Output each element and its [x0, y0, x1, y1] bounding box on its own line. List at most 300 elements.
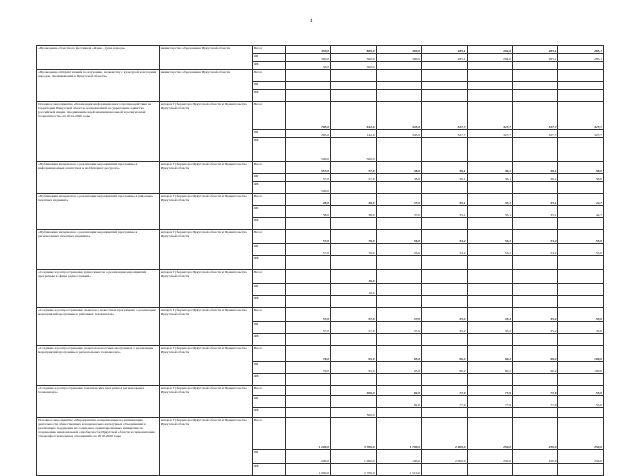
year-value-cell — [558, 408, 604, 418]
activity-description: «Создание и распространение сюжетов новостных программах о реализации мероприятий программы в региональных телеканалах» — [37, 346, 160, 386]
funding-source: ОБ — [252, 322, 285, 334]
year-value-cell: 35,2 — [467, 308, 512, 322]
activity-description: «Создание и распространение сюжетов о новостных программах о реализации мероприятий программы в районных телеканалах» — [37, 308, 160, 346]
year-value-cell — [558, 218, 604, 230]
year-value-cell: 35,1 — [422, 194, 467, 206]
funding-source: ОБ — [252, 284, 285, 296]
year-value-cell: 35,2 — [422, 322, 467, 334]
year-value-cell: 36,1 — [467, 162, 512, 174]
year-value-cell: 2 000,0 — [422, 418, 467, 450]
year-value-cell — [331, 218, 376, 230]
year-value-cell: 95,0 — [376, 362, 421, 374]
year-value-cell — [331, 334, 376, 346]
year-value-cell — [558, 70, 604, 82]
year-value-cell: 76,0 — [331, 244, 376, 256]
funding-source: ОБ — [252, 174, 285, 182]
responsible-executor: аппарат Губернатора Иркутской области и Правительства Иркутской области — [159, 102, 252, 162]
year-value-cell: 190,0 — [376, 450, 421, 464]
year-value-cell — [285, 284, 330, 296]
year-value-cell — [285, 82, 330, 90]
activity-description: Основное мероприятие «Реализация информационного противодействия на территории Иркутской области, направленной на укрепление единства российской нации, продвижение идей межнациональной и религиозной толерантности» на 2014-2020 годы — [37, 102, 160, 162]
funding-source: Всего — [252, 162, 285, 174]
year-value-cell: 38,0 — [376, 162, 421, 174]
year-value-cell: 82,0 — [376, 396, 421, 408]
funding-source: ФБ — [252, 374, 285, 386]
activity-description: «Проведение областного фестиваля «Язык - душа народа» — [37, 46, 160, 70]
year-value-cell — [512, 256, 557, 270]
year-value-cell: 55,0 — [558, 396, 604, 408]
year-value-cell: 77,9 — [512, 386, 557, 396]
table-row — [37, 70, 604, 82]
year-value-cell: 285,1 — [512, 54, 557, 62]
year-value-cell — [558, 90, 604, 102]
year-value-cell — [376, 334, 421, 346]
budget-table-body — [37, 46, 604, 476]
year-value-cell: 57,0 — [285, 230, 330, 244]
year-value-cell — [331, 90, 376, 102]
year-value-cell — [512, 334, 557, 346]
year-value-cell — [512, 408, 557, 418]
year-value-cell — [331, 396, 376, 408]
year-value-cell: 250,0 — [558, 450, 604, 464]
year-value-cell — [512, 296, 557, 308]
year-value-cell — [558, 138, 604, 162]
funding-source: Всего — [252, 418, 285, 450]
year-value-cell — [376, 70, 421, 82]
year-value-cell: 90,2 — [512, 362, 557, 374]
year-value-cell: 250,0 — [467, 418, 512, 450]
funding-source: Всего — [252, 308, 285, 322]
year-value-cell: 55,0 — [558, 244, 604, 256]
responsible-executor: аппарат Губернатора Иркутской области и Правительства Иркутской области — [159, 194, 252, 230]
year-value-cell: 90,2 — [422, 362, 467, 374]
year-value-cell — [376, 296, 421, 308]
year-value-cell: 77,9 — [467, 386, 512, 396]
year-value-cell — [558, 284, 604, 296]
year-value-cell — [467, 270, 512, 284]
year-value-cell: 1 000,0 — [331, 450, 376, 464]
year-value-cell — [467, 284, 512, 296]
year-value-cell — [467, 374, 512, 386]
year-value-cell: 350,0 — [285, 46, 330, 54]
table-row — [37, 230, 604, 244]
year-value-cell — [422, 90, 467, 102]
year-value-cell: 95,0 — [376, 346, 421, 362]
year-value-cell: 327,7 — [467, 102, 512, 130]
year-value-cell — [558, 374, 604, 386]
year-value-cell — [376, 270, 421, 284]
year-value-cell — [512, 138, 557, 162]
year-value-cell: 1 200,0 — [285, 418, 330, 450]
year-value-cell — [376, 284, 421, 296]
year-value-cell — [512, 62, 557, 70]
year-value-cell: 44,7 — [558, 194, 604, 206]
year-value-cell: 57,0 — [331, 308, 376, 322]
year-value-cell: 200,0 — [285, 450, 330, 464]
year-value-cell — [285, 218, 330, 230]
year-value-cell — [422, 62, 467, 70]
year-value-cell: 76,0 — [331, 230, 376, 244]
year-value-cell — [422, 334, 467, 346]
year-value-cell: 35,1 — [467, 194, 512, 206]
year-value-cell: 2 000,0 — [422, 450, 467, 464]
year-value-cell — [331, 182, 376, 194]
year-value-cell — [558, 182, 604, 194]
year-value-cell: 327,7 — [512, 130, 557, 138]
year-value-cell: 50,0 — [285, 62, 330, 70]
year-value-cell — [422, 138, 467, 162]
funding-source: ОБ — [252, 130, 285, 138]
year-value-cell: 77,9 — [467, 396, 512, 408]
year-value-cell: 500,0 — [285, 182, 330, 194]
year-value-cell: 57,0 — [285, 308, 330, 322]
year-value-cell — [376, 138, 421, 162]
funding-source: Всего — [252, 102, 285, 130]
year-value-cell: 2 700,0 — [331, 464, 376, 476]
year-value-cell — [331, 296, 376, 308]
year-value-cell — [512, 270, 557, 284]
year-value-cell: 53,2 — [422, 230, 467, 244]
year-value-cell: 860,0 — [331, 46, 376, 54]
year-value-cell — [422, 408, 467, 418]
year-value-cell: 250,0 — [467, 450, 512, 464]
year-value-cell: 36,1 — [467, 174, 512, 182]
year-value-cell — [422, 374, 467, 386]
year-value-cell — [467, 256, 512, 270]
year-value-cell — [285, 334, 330, 346]
year-value-cell: 19,0 — [331, 270, 376, 284]
year-value-cell — [467, 334, 512, 346]
year-value-cell: 35,0 — [558, 308, 604, 322]
year-value-cell: 37,0 — [376, 194, 421, 206]
year-value-cell — [422, 82, 467, 90]
year-value-cell: 500,0 — [331, 138, 376, 162]
funding-source: ОБ — [252, 362, 285, 374]
year-value-cell: 35,2 — [512, 308, 557, 322]
responsible-executor: аппарат Губернатора Иркутской области и Правительства Иркутской области — [159, 308, 252, 346]
year-value-cell: 38,0 — [285, 206, 330, 218]
funding-source: Всего — [252, 70, 285, 82]
year-value-cell: 327,7 — [467, 130, 512, 138]
year-value-cell: 285,1 — [558, 46, 604, 54]
funding-source: ФБ — [252, 256, 285, 270]
year-value-cell: 55,0 — [558, 386, 604, 396]
year-value-cell — [512, 90, 557, 102]
year-value-cell: 327,7 — [422, 102, 467, 130]
funding-source: ОБ — [252, 396, 285, 408]
year-value-cell: 57,0 — [331, 174, 376, 182]
year-value-cell: 327,7 — [512, 102, 557, 130]
year-value-cell — [376, 408, 421, 418]
year-value-cell: 285,0 — [285, 130, 330, 138]
table-row — [37, 46, 604, 54]
year-value-cell — [558, 82, 604, 90]
year-value-cell — [558, 334, 604, 346]
year-value-cell — [467, 182, 512, 194]
year-value-cell: 19,0 — [331, 284, 376, 296]
year-value-cell: 327,7 — [558, 130, 604, 138]
year-value-cell — [422, 284, 467, 296]
year-value-cell: 90,2 — [467, 346, 512, 362]
year-value-cell: 35,0 — [558, 322, 604, 334]
year-value-cell — [558, 256, 604, 270]
activity-description: «Создание и распространение тематических программ в региональных телеканалах» — [37, 386, 160, 418]
year-value-cell: 294,0 — [467, 54, 512, 62]
year-value-cell: 35,1 — [422, 206, 467, 218]
year-value-cell — [376, 90, 421, 102]
funding-source: ФБ — [252, 464, 285, 476]
year-value-cell: 345,0 — [376, 102, 421, 130]
funding-source: ОБ — [252, 244, 285, 256]
year-value-cell: 28,0 — [285, 194, 330, 206]
table-row — [37, 386, 604, 396]
year-value-cell: 90,2 — [467, 362, 512, 374]
year-value-cell — [512, 182, 557, 194]
table-row — [37, 308, 604, 322]
year-value-cell: 53,2 — [467, 230, 512, 244]
responsible-executor: аппарат Губернатора Иркутской области и Правительства Иркутской области — [159, 418, 252, 476]
year-value-cell: 300,0 — [331, 408, 376, 418]
year-value-cell — [376, 182, 421, 194]
page-number: 4 — [310, 19, 313, 24]
year-value-cell: 57,0 — [285, 174, 330, 182]
year-value-cell — [422, 464, 467, 476]
year-value-cell: 1 700,0 — [376, 418, 421, 450]
year-value-cell: 285,1 — [558, 54, 604, 62]
year-value-cell: 57,0 — [331, 322, 376, 334]
year-value-cell: 327,7 — [558, 102, 604, 130]
year-value-cell: 82,0 — [376, 386, 421, 396]
year-value-cell — [331, 70, 376, 82]
year-value-cell — [422, 256, 467, 270]
funding-source: ФБ — [252, 408, 285, 418]
funding-source: ФБ — [252, 62, 285, 70]
year-value-cell: 38,0 — [331, 194, 376, 206]
year-value-cell — [558, 464, 604, 476]
funding-source: ОБ — [252, 450, 285, 464]
year-value-cell: 300,0 — [376, 46, 421, 54]
year-value-cell: 100,0 — [558, 362, 604, 374]
year-value-cell — [376, 82, 421, 90]
year-value-cell — [512, 218, 557, 230]
year-value-cell — [422, 70, 467, 82]
year-value-cell — [331, 82, 376, 90]
year-value-cell: 100,0 — [558, 346, 604, 362]
funding-source: ФБ — [252, 138, 285, 162]
year-value-cell: 36,1 — [512, 162, 557, 174]
year-value-cell — [285, 296, 330, 308]
year-value-cell: 500,0 — [331, 62, 376, 70]
year-value-cell — [467, 464, 512, 476]
year-value-cell: 35,2 — [512, 322, 557, 334]
year-value-cell: 57,0 — [285, 244, 330, 256]
activity-description: «Публикация материалов о реализации мероприятий программы в информационных агентствах и на Интернет-ресурсах» — [37, 162, 160, 194]
year-value-cell: 53,2 — [422, 244, 467, 256]
year-value-cell — [467, 82, 512, 90]
year-value-cell: 76,0 — [285, 362, 330, 374]
year-value-cell: 95,0 — [331, 346, 376, 362]
year-value-cell — [376, 374, 421, 386]
funding-source: Всего — [252, 230, 285, 244]
table-row — [37, 102, 604, 130]
year-value-cell: 360,0 — [331, 54, 376, 62]
year-value-cell — [422, 296, 467, 308]
year-value-cell — [512, 284, 557, 296]
year-value-cell — [285, 374, 330, 386]
funding-source: Всего — [252, 46, 285, 54]
year-value-cell: 38,0 — [558, 162, 604, 174]
year-value-cell: 300,0 — [376, 54, 421, 62]
activity-description: «Создание и распространение аудиосюжетов о реализации мероприятий программы в эфире радиостанций» — [37, 270, 160, 308]
year-value-cell: 53,2 — [467, 244, 512, 256]
year-value-cell — [512, 464, 557, 476]
year-value-cell: 35,2 — [467, 322, 512, 334]
year-value-cell: 77,9 — [512, 396, 557, 408]
responsible-executor: аппарат Губернатора Иркутской области и Правительства Иркутской области — [159, 162, 252, 194]
year-value-cell: 142,0 — [331, 130, 376, 138]
year-value-cell: 36,1 — [512, 174, 557, 182]
responsible-executor: министерство образования Иркутской области — [159, 70, 252, 102]
table-row — [37, 346, 604, 362]
year-value-cell — [512, 70, 557, 82]
year-value-cell — [331, 256, 376, 270]
funding-source: ОБ — [252, 54, 285, 62]
year-value-cell: 38,0 — [331, 206, 376, 218]
year-value-cell — [467, 62, 512, 70]
responsible-executor: министерство образования Иркутской области — [159, 46, 252, 70]
year-value-cell — [512, 82, 557, 90]
year-value-cell — [558, 296, 604, 308]
year-value-cell: 57,0 — [331, 162, 376, 174]
year-value-cell: 1 000,0 — [285, 464, 330, 476]
funding-source: ОБ — [252, 206, 285, 218]
funding-source: Всего — [252, 386, 285, 396]
funding-source: ФБ — [252, 334, 285, 346]
table-row — [37, 194, 604, 206]
year-value-cell: 38,0 — [558, 174, 604, 182]
year-value-cell: 500,0 — [285, 138, 330, 162]
year-value-cell — [376, 256, 421, 270]
funding-source: ФБ — [252, 218, 285, 230]
year-value-cell: 37,0 — [376, 206, 421, 218]
year-value-cell: 77,9 — [422, 386, 467, 396]
budget-table — [36, 45, 604, 476]
year-value-cell: 37,0 — [376, 322, 421, 334]
funding-source: ФБ — [252, 182, 285, 194]
table-row — [37, 270, 604, 284]
year-value-cell: 1 510,0 — [376, 464, 421, 476]
year-value-cell: 785,0 — [285, 102, 330, 130]
year-value-cell — [558, 62, 604, 70]
funding-source: Всего — [252, 346, 285, 362]
year-value-cell: 90,2 — [422, 346, 467, 362]
year-value-cell: 557,0 — [285, 162, 330, 174]
year-value-cell: 56,0 — [376, 244, 421, 256]
year-value-cell: 642,0 — [331, 102, 376, 130]
year-value-cell: 77,9 — [422, 396, 467, 408]
year-value-cell — [285, 70, 330, 82]
year-value-cell: 44,7 — [558, 206, 604, 218]
year-value-cell: 300,0 — [331, 386, 376, 396]
year-value-cell: 35,1 — [512, 194, 557, 206]
year-value-cell — [285, 408, 330, 418]
year-value-cell: 36,1 — [422, 174, 467, 182]
year-value-cell — [467, 138, 512, 162]
year-value-cell — [467, 408, 512, 418]
year-value-cell: 285,1 — [512, 46, 557, 54]
year-value-cell — [376, 218, 421, 230]
table-row — [37, 162, 604, 174]
year-value-cell: 53,2 — [512, 230, 557, 244]
funding-source: Всего — [252, 270, 285, 284]
year-value-cell — [558, 270, 604, 284]
year-value-cell: 327,7 — [422, 130, 467, 138]
year-value-cell — [422, 270, 467, 284]
year-value-cell: 285,1 — [422, 54, 467, 62]
year-value-cell: 285,1 — [422, 46, 467, 54]
year-value-cell: 55,0 — [558, 230, 604, 244]
year-value-cell: 56,0 — [376, 230, 421, 244]
activity-description: Основное мероприятие «Мероприятия, направленные на активизацию деятельности общественных и национально-культурных объединений и реализацию поддержки их социально-ориентированных инициатив по сохранению национальной самобытности Иркутской области и гармонизации этноконфессиональных отношений» на 2016-2020 годы — [37, 418, 160, 476]
year-value-cell — [285, 386, 330, 396]
year-value-cell: 57,0 — [285, 322, 330, 334]
year-value-cell: 35,1 — [467, 206, 512, 218]
year-value-cell: 38,0 — [376, 174, 421, 182]
year-value-cell — [467, 70, 512, 82]
activity-description: «Публикация материалов о реализации мероприятий программы в региональных печатных изданиях» — [37, 230, 160, 270]
year-value-cell: 345,0 — [376, 130, 421, 138]
activity-description: «Проведение olimpiad знаний по изучению, знакомству с культурой и историей народов, проживающих в Иркутской области» — [37, 70, 160, 102]
year-value-cell: 76,0 — [285, 346, 330, 362]
year-value-cell: 90,2 — [512, 346, 557, 362]
year-value-cell — [285, 396, 330, 408]
year-value-cell: 294,0 — [467, 46, 512, 54]
responsible-executor: аппарат Губернатора Иркутской области и Правительства Иркутской области — [159, 230, 252, 270]
year-value-cell: 35,1 — [512, 206, 557, 218]
year-value-cell — [285, 256, 330, 270]
year-value-cell — [285, 90, 330, 102]
year-value-cell: 53,2 — [512, 244, 557, 256]
activity-description: «Публикация материалов о реализации мероприятий программы в районных печатных изданиях» — [37, 194, 160, 230]
responsible-executor: аппарат Губернатора Иркутской области и Правительства Иркутской области — [159, 346, 252, 386]
year-value-cell — [467, 296, 512, 308]
responsible-executor: аппарат Губернатора Иркутской области и Правительства Иркутской области — [159, 386, 252, 418]
year-value-cell: 300,0 — [285, 54, 330, 62]
year-value-cell — [512, 374, 557, 386]
year-value-cell: 95,0 — [331, 362, 376, 374]
year-value-cell — [422, 182, 467, 194]
year-value-cell — [422, 218, 467, 230]
year-value-cell: 36,1 — [422, 162, 467, 174]
year-value-cell: 3 700,0 — [331, 418, 376, 450]
year-value-cell: 37,0 — [376, 308, 421, 322]
funding-source: Всего — [252, 194, 285, 206]
year-value-cell: 35,2 — [422, 308, 467, 322]
year-value-cell — [467, 90, 512, 102]
funding-source: ОБ — [252, 82, 285, 90]
funding-source: ФБ — [252, 296, 285, 308]
year-value-cell — [467, 218, 512, 230]
table-row — [37, 418, 604, 450]
year-value-cell: 250,0 — [512, 450, 557, 464]
responsible-executor: аппарат Губернатора Иркутской области и Правительства Иркутской области — [159, 270, 252, 308]
year-value-cell — [285, 270, 330, 284]
year-value-cell: 250,0 — [558, 418, 604, 450]
year-value-cell: 250,0 — [512, 418, 557, 450]
funding-source: ФБ — [252, 90, 285, 102]
year-value-cell — [376, 62, 421, 70]
year-value-cell — [331, 374, 376, 386]
